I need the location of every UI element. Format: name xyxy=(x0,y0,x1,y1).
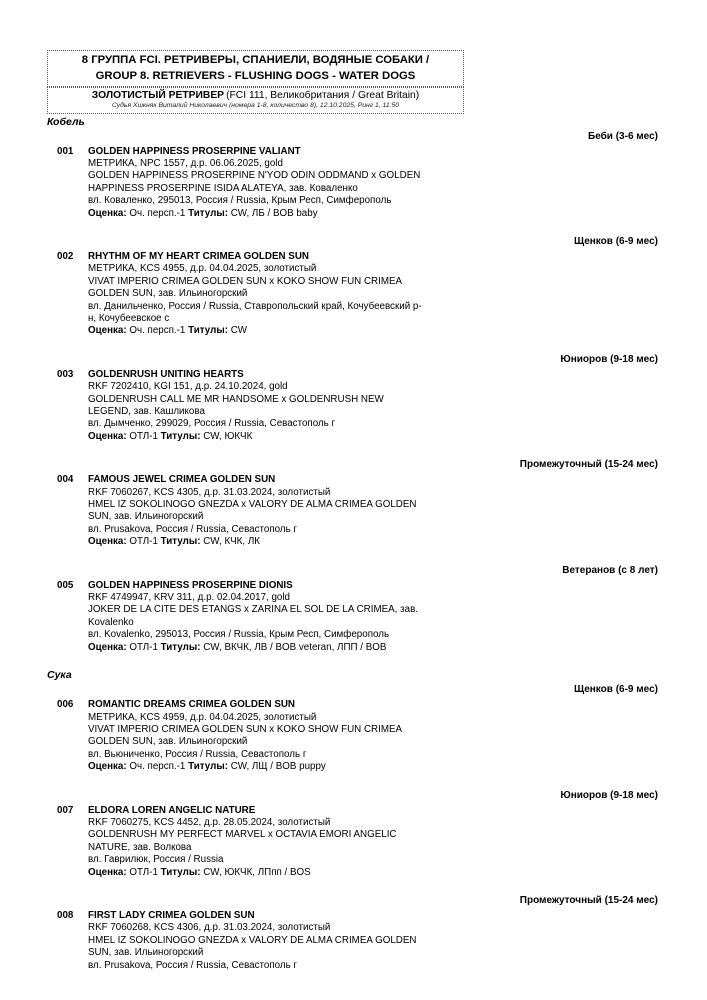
class-header: Беби (3-6 мес) xyxy=(588,130,658,142)
titles-value: CW, ЛБ / BOB baby xyxy=(230,207,318,219)
entry-number: 005 xyxy=(57,579,74,591)
entry-detail-line: RKF 7060275, KCS 4452, д.р. 28.05.2024, золотистый xyxy=(88,816,331,828)
entry-detail-line: NATURE, зав. Волкова xyxy=(88,841,192,853)
catalog-entry xyxy=(47,369,658,443)
score-label: Оценка: xyxy=(88,866,127,878)
dog-name: ELDORA LOREN ANGELIC NATURE xyxy=(88,804,256,816)
breed-info: (FCI 111, Великобритания / Great Britain) xyxy=(226,90,420,101)
score-titles-line xyxy=(88,431,658,443)
score-value: ОТЛ-1 xyxy=(129,536,158,548)
catalog-body xyxy=(47,116,658,973)
class-header: Ветеранов (с 8 лет) xyxy=(562,564,658,576)
entry-detail-line: VIVAT IMPERIO CRIMEA GOLDEN SUN x KOKO SHOW FUN CRIMEA xyxy=(88,275,403,287)
score-titles-line xyxy=(88,536,658,548)
entry-detail-line: Kovalenko xyxy=(88,616,134,628)
score-value: ОТЛ-1 xyxy=(129,866,158,878)
entry-detail-line: GOLDENRUSH CALL ME MR HANDSOME x GOLDENRUSH NEW xyxy=(88,393,384,405)
score-value: Оч. персп.-1 xyxy=(129,325,186,337)
entry-details xyxy=(88,699,658,773)
entry-details xyxy=(88,474,658,548)
titles-value: CW, ЮКЧК, ЛПпп / BOS xyxy=(203,866,311,878)
entry-detail-line: вл. Kovalenko, 295013, Россия / Russia, Крым Респ, Симферополь xyxy=(88,629,390,641)
score-label: Оценка: xyxy=(88,325,127,337)
catalog-entry xyxy=(47,474,658,548)
entry-detail-line: вл. Данильченко, Россия / Russia, Ставропольский край, Кочубеевский р- xyxy=(88,300,422,312)
dog-name: FIRST LADY CRIMEA GOLDEN SUN xyxy=(88,909,255,921)
breed-name: ЗОЛОТИСТЫЙ РЕТРИВЕР xyxy=(91,90,225,101)
entry-detail-line: JOKER DE LA CITE DES ETANGS x ZARINA EL SOL DE LA CRIMEA, зав. xyxy=(88,604,418,616)
titles-label: Титулы: xyxy=(160,866,201,878)
catalog-entry xyxy=(47,910,658,972)
entry-number: 007 xyxy=(57,804,74,816)
score-value: Оч. персп.-1 xyxy=(129,207,186,219)
entry-number: 001 xyxy=(57,145,74,157)
dog-name: FAMOUS JEWEL CRIMEA GOLDEN SUN xyxy=(88,474,276,486)
entry-details xyxy=(88,146,658,220)
entry-number: 002 xyxy=(57,250,74,262)
entry-detail-line: RKF 7060267, KCS 4305, д.р. 31.03.2024, золотистый xyxy=(88,486,331,498)
titles-value: CW, ЮКЧК xyxy=(203,430,253,442)
entry-number: 003 xyxy=(57,368,74,380)
score-titles-line xyxy=(88,761,658,773)
entry-detail-line: GOLDEN SUN, зав. Ильиногорский xyxy=(88,288,248,300)
dog-name: ROMANTIC DREAMS CRIMEA GOLDEN SUN xyxy=(88,699,296,711)
group-header-en: GROUP 8. RETRIEVERS - FLUSHING DOGS - WATER DOGS xyxy=(95,69,416,82)
entry-number: 004 xyxy=(57,474,74,486)
class-header: Щенков (6-9 мес) xyxy=(574,684,658,696)
score-titles-line xyxy=(88,325,658,337)
class-header: Промежуточный (15-24 мес) xyxy=(519,459,658,471)
entry-detail-line: вл. Коваленко, 295013, Россия / Russia, Крым Респ, Симферополь xyxy=(88,195,392,207)
score-value: ОТЛ-1 xyxy=(129,430,158,442)
entry-details xyxy=(88,251,658,338)
entry-detail-line: VIVAT IMPERIO CRIMEA GOLDEN SUN x KOKO SHOW FUN CRIMEA xyxy=(88,723,403,735)
entry-detail-line: вл. Prusakova, Россия / Russia, Севастополь г xyxy=(88,959,297,971)
entry-detail-line: МЕТРИКА, KCS 4955, д.р. 04.04.2025, золотистый xyxy=(88,263,317,275)
dog-name: RHYTHM OF MY HEART CRIMEA GOLDEN SUN xyxy=(88,250,309,262)
score-value: ОТЛ-1 xyxy=(129,641,158,653)
entry-detail-line: МЕТРИКА, KCS 4959, д.р. 04.04.2025, золотистый xyxy=(88,711,317,723)
class-header: Щенков (6-9 мес) xyxy=(574,235,658,247)
breed-line xyxy=(52,89,459,102)
score-titles-line xyxy=(88,208,658,220)
catalog-entry xyxy=(47,146,658,220)
score-label: Оценка: xyxy=(88,430,127,442)
entry-detail-line: н, Кочубеевское с xyxy=(88,312,170,324)
entry-detail-line: SUN, зав. Ильиногорский xyxy=(88,947,204,959)
entry-details xyxy=(88,580,658,654)
titles-value: CW, ЛЩ / BOB puppy xyxy=(230,761,326,773)
titles-value: CW, КЧК, ЛК xyxy=(203,536,260,548)
score-titles-line xyxy=(88,867,658,879)
sex-section-title: Кобель xyxy=(47,115,85,128)
entry-detail-line: GOLDEN SUN, зав. Ильиногорский xyxy=(88,736,248,748)
score-titles-line xyxy=(88,642,658,654)
score-label: Оценка: xyxy=(88,536,127,548)
entry-detail-line: HAPPINESS PROSERPINE ISIDA ALATEYA, зав. Коваленко xyxy=(88,182,358,194)
entry-details xyxy=(88,910,658,972)
sex-section-title: Сука xyxy=(47,669,72,682)
titles-label: Титулы: xyxy=(188,207,228,219)
entry-detail-line: вл. Гаврилюк, Россия / Russia xyxy=(88,854,224,866)
catalog-entry xyxy=(47,699,658,773)
entry-detail-line: HMEL IZ SOKOLINOGO GNEZDA x VALORY DE ALMA CRIMEA GOLDEN xyxy=(88,934,417,946)
entry-detail-line: вл. Вьюниченко, Россия / Russia, Севастополь г xyxy=(88,748,307,760)
entry-detail-line: LEGEND, зав. Кашликова xyxy=(88,406,205,417)
class-header: Юниоров (9-18 мес) xyxy=(560,789,658,801)
entry-detail-line: SUN, зав. Ильиногорский xyxy=(88,511,204,523)
entry-details xyxy=(88,805,658,879)
entry-detail-line: HMEL IZ SOKOLINOGO GNEZDA x VALORY DE ALMA CRIMEA GOLDEN xyxy=(88,499,417,511)
dog-name: GOLDEN HAPPINESS PROSERPINE DIONIS xyxy=(88,579,293,591)
titles-value: CW, ВКЧК, ЛВ / BOB veteran, ЛПП / BOB xyxy=(203,641,387,653)
breed-header-box xyxy=(47,87,464,114)
dog-name: GOLDENRUSH UNITING HEARTS xyxy=(88,368,244,380)
judge-line: Судья Хижняк Виталий Николаевич (номера 1-8, количество 8), 12.10.2025, Ринг 1, 11:50 xyxy=(111,102,400,109)
entry-detail-line: GOLDEN HAPPINESS PROSERPINE N'YOD ODIN ODDMAND x GOLDEN xyxy=(88,170,421,182)
catalog-entry xyxy=(47,805,658,879)
entry-detail-line: RKF 7060268, KCS 4306, д.р. 31.03.2024, золотистый xyxy=(88,922,331,934)
titles-label: Титулы: xyxy=(188,325,228,337)
group-header-ru: 8 ГРУППА FCI. РЕТРИВЕРЫ, СПАНИЕЛИ, ВОДЯНЫЕ СОБАКИ / xyxy=(81,54,430,66)
entry-details xyxy=(88,369,658,443)
dog-name: GOLDEN HAPPINESS PROSERPINE VALIANT xyxy=(88,145,301,157)
titles-label: Титулы: xyxy=(160,641,201,653)
catalog-entry xyxy=(47,580,658,654)
entry-number: 006 xyxy=(57,699,74,711)
group-header-box xyxy=(47,50,464,87)
entry-detail-line: вл. Prusakova, Россия / Russia, Севастополь г xyxy=(88,523,297,535)
score-label: Оценка: xyxy=(88,761,127,773)
entry-detail-line: RKF 4749947, KRV 311, д.р. 02.04.2017, gold xyxy=(88,592,290,604)
entry-detail-line: вл. Дымченко, 299029, Россия / Russia, Севастополь г xyxy=(88,418,336,430)
titles-label: Титулы: xyxy=(160,536,201,548)
entry-number: 008 xyxy=(57,909,74,921)
score-label: Оценка: xyxy=(88,641,127,653)
titles-value: CW xyxy=(230,325,248,337)
class-header: Промежуточный (15-24 мес) xyxy=(519,894,658,906)
titles-label: Титулы: xyxy=(160,430,201,442)
score-label: Оценка: xyxy=(88,207,127,219)
entry-detail-line: RKF 7202410, KGI 151, д.р. 24.10.2024, gold xyxy=(88,381,288,393)
catalog-entry xyxy=(47,251,658,338)
titles-label: Титулы: xyxy=(188,761,228,773)
class-header: Юниоров (9-18 мес) xyxy=(560,353,658,365)
score-value: Оч. персп.-1 xyxy=(129,761,186,773)
entry-detail-line: GOLDENRUSH MY PERFECT MARVEL x OCTAVIA EMORI ANGELIC xyxy=(88,829,397,841)
entry-detail-line: МЕТРИКА, NPC 1557, д.р. 06.06.2025, gold xyxy=(88,157,283,169)
